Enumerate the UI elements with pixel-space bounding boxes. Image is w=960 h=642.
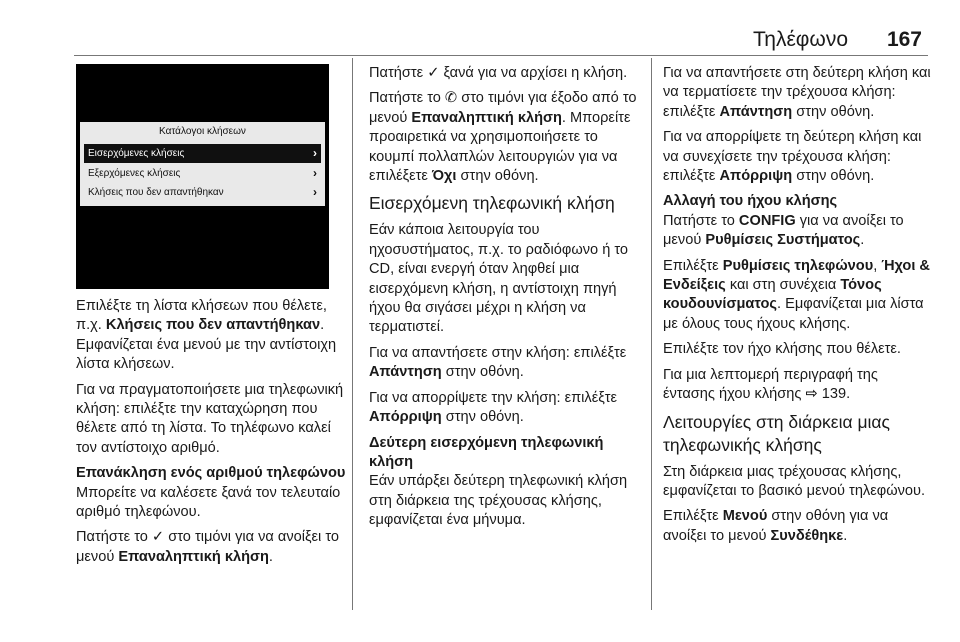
paragraph: Μπορείτε να καλέσετε ξανά τον τελευταίο αριθμό τηλεφώνου. [76,484,341,521]
section-heading: Εισερχόμενη τηλεφωνική κλήση [369,193,615,214]
screen-row-label: Εισερχόμενες κλήσεις [88,148,185,159]
page-number: 167 [886,28,922,51]
paragraph: Επιλέξτε τον ήχο κλήσης που θέλετε. [663,341,901,358]
hangup-icon: ✆ [444,90,458,107]
chevron-right-icon: › [313,166,317,180]
paragraph: Για να απορρίψετε τη δεύτερη κλήση και να συνεχίσετε την τρέχουσα κλήση: επιλέξτε Απόρριψη στην οθόνη. [663,129,922,185]
section-heading: Αλλαγή του ήχου κλήσης [663,193,838,210]
paragraph: Πατήστε το CONFIG για να ανοίξει το μενού Ρυθμίσεις Συστήματος. [663,212,904,249]
paragraph: Πατήστε ✓ ξανά για να αρχίσει η κλήση. [369,65,628,81]
screen-panel [80,122,325,206]
paragraph: Στη διάρκεια μιας τρέχουσας κλήσης, εμφανίζεται το βασικό μενού τηλεφώνου. [663,463,926,499]
header-rule [74,55,928,56]
call-icon: ✓ [151,529,165,546]
paragraph: Εάν υπάρξει δεύτερη τηλεφωνική κλήση στη διάρκεια της τρέχουσας κλήσης, εμφανίζεται ένα μήνυμα. [369,473,628,529]
call-icon: ✓ [427,65,440,81]
column-divider-1 [352,58,353,610]
section-heading: Δεύτερη εισερχόμενη τηλεφωνική κλήση [369,434,604,470]
chevron-right-icon: › [313,185,317,199]
screen-title: Κατάλογοι κλήσεων [80,122,325,142]
paragraph: Για να πραγματοποιήσετε μια τηλεφωνική κλήση: επιλέξτε την καταχώρηση που θέλετε από τη λίστα. Το τηλέφωνο καλεί τον αντίστοιχο αριθμό. [76,381,344,456]
page-header [0,0,960,58]
paragraph: Για να απορρίψετε την κλήση: επιλέξτε Απόρριψη στην οθόνη. [369,389,618,426]
paragraph: Πατήστε το ✆ στο τιμόνι για έξοδο από το μενού Επαναληπτική κλήση. Μπορείτε προαιρετικά να χρησιμοποιήσετε το κουμπί πολλαπλών λειτουργιών για να επιλέξετε Όχι στην οθόνη. [369,90,637,185]
paragraph: Επιλέξτε τη λίστα κλήσεων που θέλετε, π.χ. Κλήσεις που δεν απαντήθηκαν. Εμφανίζεται ένα μενού με την αντίστοιχη λίστα κλήσεων. [76,298,337,373]
screen-row-missed[interactable] [84,183,321,202]
screen-row-incoming[interactable] [84,144,321,163]
section-heading: Λειτουργίες στη διάρκεια μιας τηλεφωνικής κλήσης [663,411,890,455]
section-heading: Επανάκληση ενός αριθμού τηλεφώνου [76,465,346,482]
call-lists-screen [76,64,329,289]
screen-row-label: Εξερχόμενες κλήσεις [88,168,181,179]
column-2 [369,64,645,537]
screen-row-outgoing[interactable] [84,164,321,183]
paragraph: Πατήστε το ✓ στο τιμόνι για να ανοίξει το μενού Επαναληπτική κλήση. [76,529,339,565]
page-reference-icon: ⇨ [805,386,818,403]
header-title: Τηλέφωνο [752,28,848,51]
paragraph: Εάν κάποια λειτουργία του ηχοσυστήματος, π.χ. το ραδιόφωνο ή το CD, είναι ενεργή όταν ληφθεί μια εισερχόμενη κλήση, η αντίστοιχη πηγή ήχου θα σιγάσει μέχρι η κλήση να τερματιστεί. [369,222,629,336]
paragraph: Για να απαντήσετε στην κλήση: επιλέξτε Απάντηση στην οθόνη. [369,344,627,381]
column-1 [76,64,346,573]
paragraph: Για μια λεπτομερή περιγραφή της έντασης ήχου κλήσης ⇨ 139. [663,366,878,403]
column-3 [663,64,933,552]
paragraph: Επιλέξτε Ρυθμίσεις τηλεφώνου, Ήχοι & Ενδείξεις και στη συνέχεια Τόνος κουδουνίσματος. Εμφανίζεται μια λίστα με όλους τους ήχους κλήσης. [663,257,930,332]
chevron-right-icon: › [313,146,317,160]
paragraph: Για να απαντήσετε στη δεύτερη κλήση και να τερματίσετε την τρέχουσα κλήση: επιλέξτε Απάντηση στην οθόνη. [663,65,931,120]
column-divider-2 [651,58,652,610]
screen-figure [76,64,346,289]
paragraph: Επιλέξτε Μενού στην οθόνη για να ανοίξει το μενού Συνδέθηκε. [663,508,889,544]
screen-row-label: Κλήσεις που δεν απαντήθηκαν [88,187,224,198]
